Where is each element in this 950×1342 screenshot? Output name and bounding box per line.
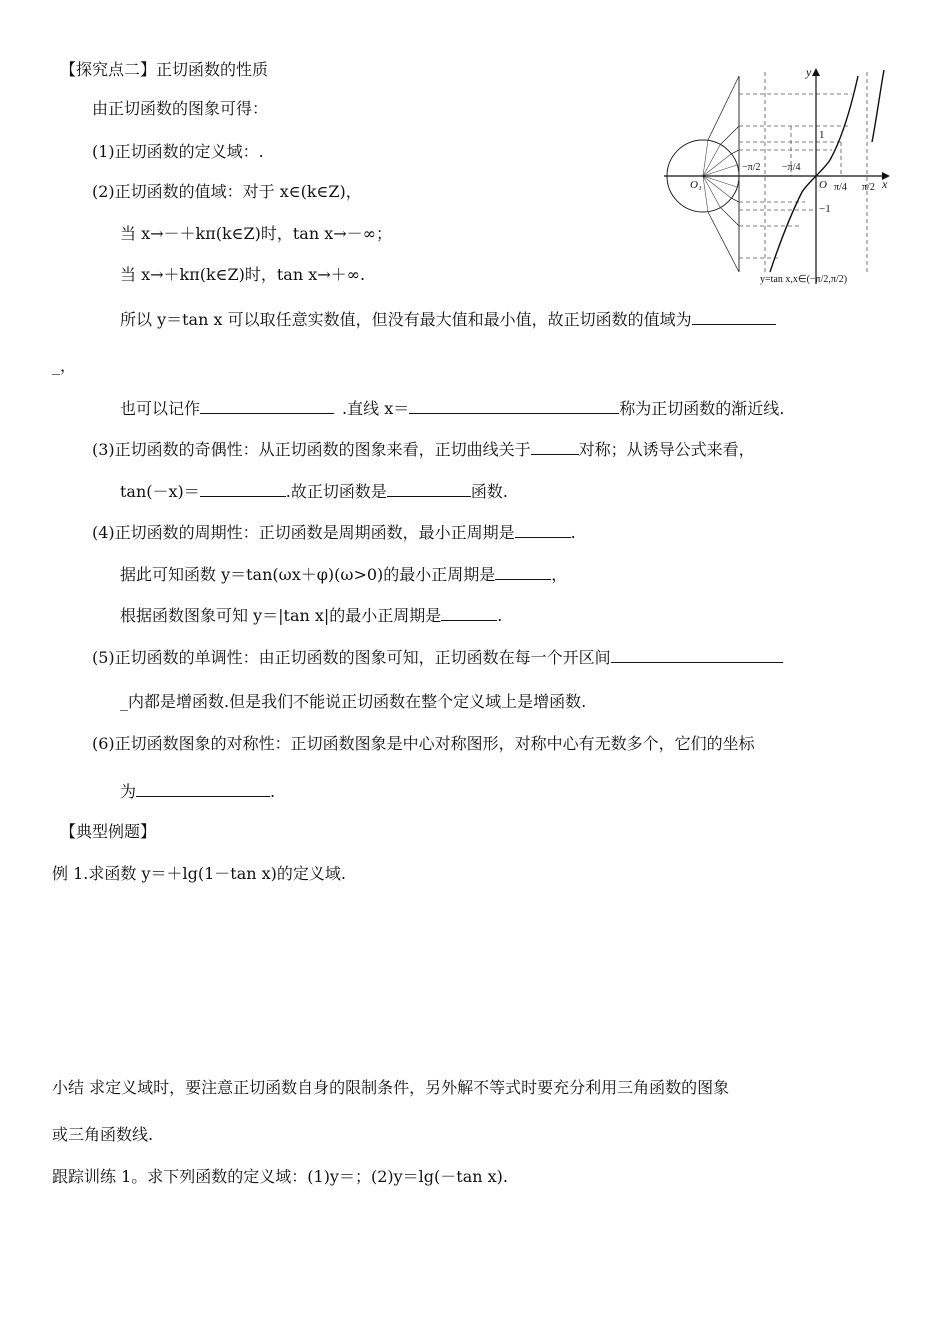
period-text: (4)正切函数的周期性：正切函数是周期函数，最小正周期是	[92, 523, 515, 542]
tangent-graph-svg	[662, 62, 894, 288]
range-blank[interactable]	[692, 308, 776, 325]
origin-label: O	[819, 179, 827, 191]
notation-blank[interactable]	[200, 397, 334, 414]
center-blank[interactable]	[136, 780, 270, 797]
parity-text: (3)正切函数的奇偶性：从正切函数的图象来看，正切曲线关于	[92, 440, 531, 459]
summary-text-tail: 或三角函数线.	[52, 1125, 154, 1144]
item-3-formula	[120, 480, 508, 502]
section-title: 【探究点二】正切函数的性质	[60, 60, 269, 79]
parity-text-tail: 对称；从诱导公式来看，	[578, 440, 755, 459]
item-6-center	[120, 780, 275, 802]
asymptote-label: .直线 x＝	[342, 399, 410, 418]
tick-neg-one-label: −1	[819, 203, 831, 215]
parity-conclusion-label: .故正切函数是	[285, 482, 387, 501]
general-period-blank[interactable]	[495, 563, 551, 580]
circle-origin-label: O₁	[690, 179, 702, 191]
period-end: .	[570, 523, 576, 542]
tick-pi-2-label: π/2	[862, 182, 875, 193]
y-axis-arrow	[812, 68, 820, 76]
example-1: 例 1.求函数 y＝＋lg(1－tan x)的定义域.	[52, 864, 346, 883]
item-2-limit-neg: 当 x→－＋kπ(k∈Z)时，tan x→－∞；	[120, 224, 392, 243]
item-4-period	[92, 521, 576, 543]
summary-text: 小结 求定义域时，要注意正切函数自身的限制条件，另外解不等式时要充分利用三角函数的图象	[52, 1078, 730, 1097]
item-5-monotonic	[92, 646, 783, 668]
y-axis-label: y	[806, 65, 812, 79]
abs-period-blank[interactable]	[441, 604, 497, 621]
center-label: 为	[120, 782, 137, 801]
interval-blank[interactable]	[611, 646, 783, 663]
asymptote-blank[interactable]	[409, 397, 619, 414]
item-5-monotonic-tail: _内都是增函数.但是我们不能说正切函数在整个定义域上是增函数.	[120, 692, 587, 711]
x-axis-label: x	[882, 177, 888, 191]
item-2-limit-pos: 当 x→＋kπ(k∈Z)时，tan x→＋∞.	[120, 265, 366, 284]
asymptote-tail: 称为正切函数的渐近线.	[619, 399, 785, 418]
item-3-parity	[92, 438, 755, 460]
item-2-conclusion-tail: _，	[52, 356, 77, 375]
intro-text: 由正切函数的图象可得：	[92, 99, 269, 118]
parity-blank[interactable]	[387, 480, 471, 497]
tick-neg-pi-4-label: −π/4	[782, 162, 801, 173]
abs-period-text: 根据函数图象可知 y＝|tan x|的最小正周期是	[120, 606, 442, 625]
figure-caption: y=tan x,x∈(−π/2,π/2)	[760, 274, 848, 285]
general-period-end: ，	[551, 565, 568, 584]
item-6-symmetry: (6)正切函数图象的对称性：正切函数图象是中心对称图形，对称中心有无数多个，它们的坐标	[92, 734, 755, 753]
tangent-curve	[770, 76, 858, 272]
practice-1: 跟踪训练 1。求下列函数的定义域：(1)y＝；(2)y＝lg(－tan x).	[52, 1167, 508, 1186]
item-4-abs-period	[120, 604, 502, 626]
tick-neg-pi-2-label: −π/2	[742, 162, 761, 173]
tan-neg-x-label: tan(－x)＝	[120, 482, 200, 501]
general-period-text: 据此可知函数 y＝tan(ωx＋φ)(ω>0)的最小正周期是	[120, 565, 496, 584]
item-2-notation	[120, 397, 784, 419]
center-end: .	[270, 782, 276, 801]
item-2-range: (2)正切函数的值域：对于 x∈(k∈Z)，	[92, 182, 362, 201]
item-4-general-period	[120, 563, 567, 585]
tangent-graph-figure	[662, 62, 894, 288]
symmetry-blank[interactable]	[531, 438, 579, 455]
tick-pi-4-label: π/4	[834, 182, 847, 193]
abs-period-end: .	[497, 606, 503, 625]
tangent-curve-next	[872, 70, 884, 142]
item-2-conclusion	[120, 308, 776, 330]
notation-label: 也可以记作	[120, 399, 201, 418]
item-2-conclusion-text: 所以 y＝tan x 可以取任意实数值，但没有最大值和最小值，故正切函数的值域为	[120, 310, 692, 329]
monotonic-text: (5)正切函数的单调性：由正切函数的图象可知，正切函数在每一个开区间	[92, 648, 611, 667]
tangent-projection-lines	[708, 76, 739, 272]
tick-one-label: 1	[819, 129, 825, 141]
tan-neg-x-blank[interactable]	[200, 480, 286, 497]
parity-conclusion-tail: 函数.	[470, 482, 508, 501]
period-blank[interactable]	[515, 521, 571, 538]
examples-title: 【典型例题】	[60, 822, 157, 841]
item-1-domain: (1)正切函数的定义域：.	[92, 142, 264, 161]
